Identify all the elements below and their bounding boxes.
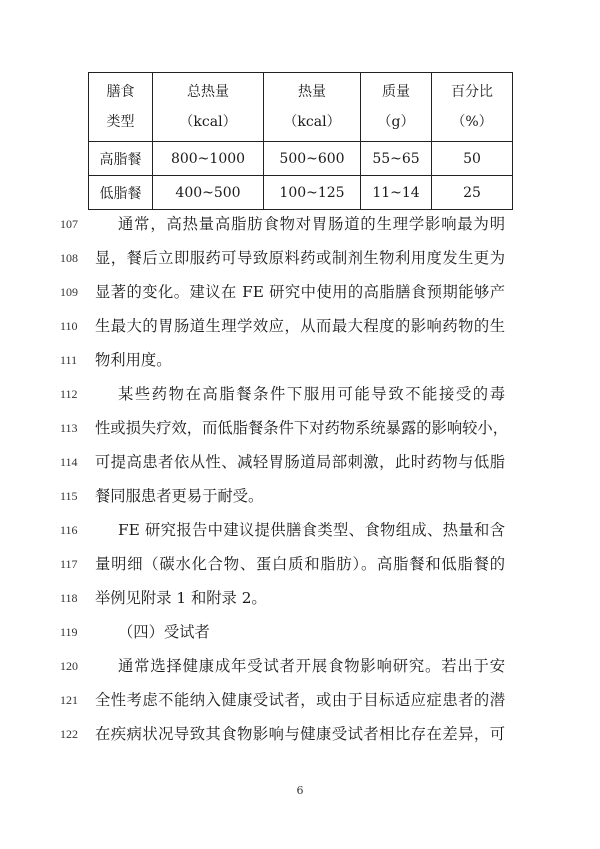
body-text-line: 在疾病状况导致其食物影响与健康受试者相比存在差异，可 [95, 725, 505, 743]
line-number: 112 [60, 387, 78, 401]
body-text-line: 通常选择健康成年受试者开展食物影响研究。若出于安 [118, 657, 505, 675]
line-number: 113 [60, 421, 78, 435]
body-text-line: 显著的变化。建议在 FE 研究中使用的高脂膳食预期能够产 [95, 283, 505, 301]
line-number: 118 [60, 591, 78, 605]
line-number: 117 [60, 557, 78, 571]
header-cell-mass: 质量 （g） [361, 73, 432, 142]
table-cell: 高脂餐 [89, 142, 153, 176]
line-number: 107 [60, 217, 78, 231]
table-header-row [89, 73, 513, 142]
table-row [89, 176, 513, 210]
body-text-line: 物利用度。 [95, 351, 172, 369]
line-number: 116 [60, 523, 78, 537]
header-cell-percentage: 百分比 （%） [432, 73, 513, 142]
body-text-line: 可提高患者依从性、减轻胃肠道局部刺激，此时药物与低脂 [95, 453, 505, 471]
line-number: 122 [60, 727, 78, 741]
table-cell: 50 [432, 142, 513, 176]
body-text-line: 举例见附录 1 和附录 2。 [95, 589, 267, 607]
line-number: 114 [60, 455, 78, 469]
body-text-line: 性或损失疗效，而低脂餐条件下对药物系统暴露的影响较小， [95, 419, 509, 437]
body-text-line: 通常，高热量高脂肪食物对胃肠道的生理学影响最为明 [118, 215, 505, 233]
diet-table [88, 72, 513, 210]
header-cell-total-calories: 总热量 （kcal） [153, 73, 264, 142]
header-cell-calories: 热量 （kcal） [264, 73, 361, 142]
table-cell: 低脂餐 [89, 176, 153, 210]
page-number: 6 [296, 784, 304, 797]
section-heading: （四）受试者 [118, 623, 210, 641]
line-number: 121 [60, 693, 78, 707]
table-cell: 25 [432, 176, 513, 210]
body-text-line: 生最大的胃肠道生理学效应，从而最大程度的影响药物的生 [95, 317, 505, 335]
body-text-line: 全性考虑不能纳入健康受试者，或由于目标适应症患者的潜 [95, 691, 505, 709]
body-text-line: 餐同服患者更易于耐受。 [95, 487, 264, 505]
line-number: 119 [60, 625, 78, 639]
table-cell: 55~65 [361, 142, 432, 176]
line-number: 115 [60, 489, 78, 503]
table-cell: 100~125 [264, 176, 361, 210]
header-cell-diet-type: 膳食 类型 [89, 73, 153, 142]
table-cell: 400~500 [153, 176, 264, 210]
line-number: 111 [60, 353, 78, 367]
body-text-line: 量明细（碳水化合物、蛋白质和脂肪）。高脂餐和低脂餐的 [95, 555, 505, 573]
table-cell: 11~14 [361, 176, 432, 210]
table-cell: 800~1000 [153, 142, 264, 176]
line-number: 120 [60, 659, 78, 673]
table-cell: 500~600 [264, 142, 361, 176]
line-number: 108 [60, 251, 78, 265]
line-number: 109 [60, 285, 78, 299]
body-text-line: FE 研究报告中建议提供膳食类型、食物组成、热量和含 [118, 521, 505, 539]
table-row [89, 142, 513, 176]
line-number: 110 [60, 319, 78, 333]
body-text-line: 显，餐后立即服药可导致原料药或制剂生物利用度发生更为 [95, 249, 505, 267]
body-text-line: 某些药物在高脂餐条件下服用可能导致不能接受的毒 [118, 385, 505, 403]
